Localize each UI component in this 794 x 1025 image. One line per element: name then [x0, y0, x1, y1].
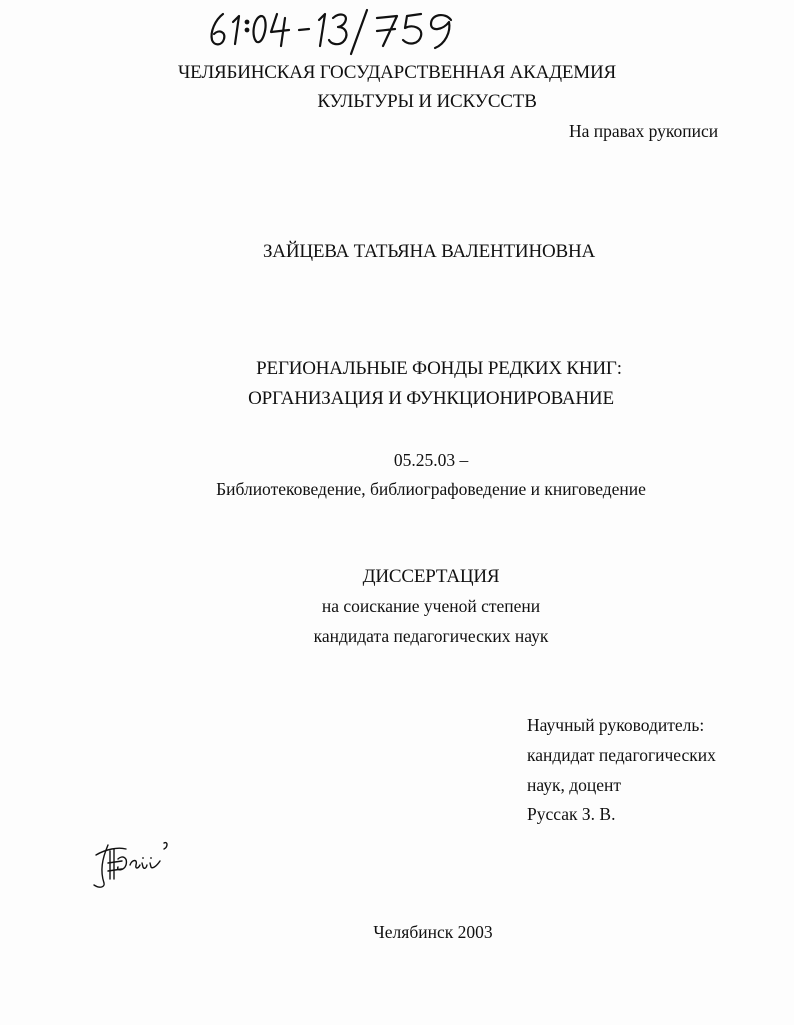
dissertation-label: ДИССЕРТАЦИЯ — [362, 566, 500, 587]
specialty-code: 05.25.03 – — [393, 450, 469, 470]
place-year: Челябинск 2003 — [373, 922, 493, 942]
supervisor-degree-line-2: наук, доцент — [527, 775, 622, 795]
manuscript-note: На правах рукописи — [569, 121, 719, 141]
title-line-1: РЕГИОНАЛЬНЫЕ ФОНДЫ РЕДКИХ КНИГ: — [256, 358, 622, 379]
supervisor-name: Руссак З. В. — [527, 804, 616, 824]
supervisor-degree-line-1: кандидат педагогических — [527, 745, 716, 765]
signature — [88, 835, 178, 895]
author-name: ЗАЙЦЕВА ТАТЬЯНА ВАЛЕНТИНОВНА — [262, 241, 595, 262]
title-line-2: ОРГАНИЗАЦИЯ И ФУНКЦИОНИРОВАНИЕ — [248, 388, 614, 409]
degree-line-1: на соискание ученой степени — [321, 596, 541, 616]
institution-line-1: ЧЕЛЯБИНСКАЯ ГОСУДАРСТВЕННАЯ АКАДЕМИЯ — [178, 62, 616, 83]
supervisor-label: Научный руководитель: — [527, 715, 705, 735]
degree-line-2: кандидата педагогических наук — [313, 626, 549, 646]
institution-line-2: КУЛЬТУРЫ И ИСКУССТВ — [317, 91, 537, 112]
specialty-name: Библиотековедение, библиографоведение и книговедение — [216, 479, 646, 499]
handwritten-code-icon — [205, 6, 505, 56]
handwritten-archive-code — [205, 6, 505, 56]
handwritten-signature-icon — [88, 835, 178, 895]
